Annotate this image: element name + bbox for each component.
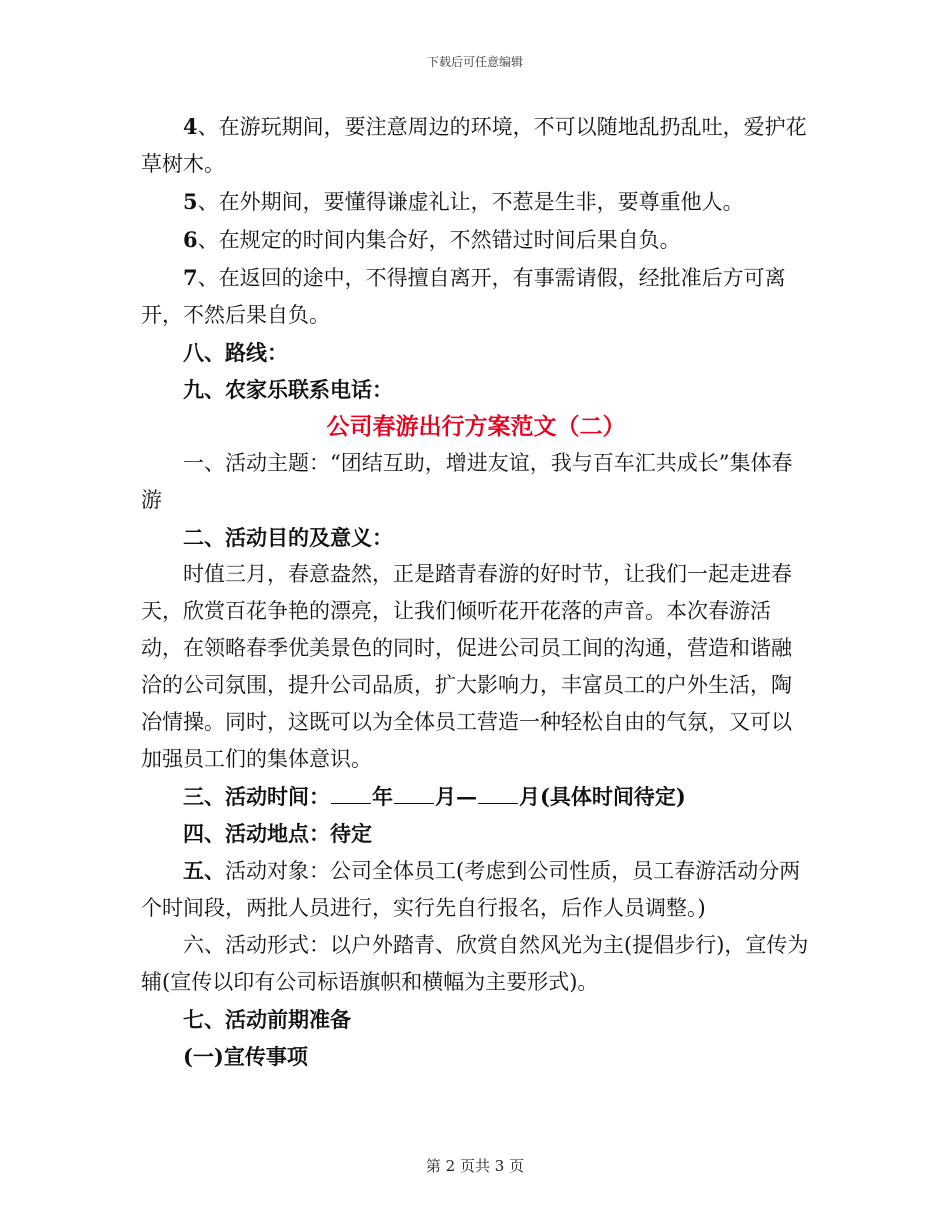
section-purpose-body: 时值三月，春意盎然，正是踏青春游的好时节，让我们一起走进春天，欣赏百花争艳的漂亮，让我们倾听花开花落的声音。本次春游活动，在领略春季优美景色的同时，促进公司员工间的沟通，营造和谐融洽的公司氛围，提升公司品质，扩大影响力，丰富员工的户外生活，陶冶情操。同时，这既可以为全体员工营造一种轻松自由的气氛，又可以加强员工们的集体意识。	[141, 562, 792, 771]
rule-text: 、在规定的时间内集合好，不然错过时间后果自负。	[197, 228, 681, 252]
document-body	[141, 108, 811, 1075]
time-label: 三、活动时间：	[183, 784, 330, 809]
rule-text: 、在游玩期间，要注意周边的环境，不可以随地乱扔乱吐，爱护花草树木。	[141, 115, 807, 176]
rule-text: 、在返回的途中，不得擅自离开，有事需请假，经批准后方可离开，不然后果自负。	[141, 266, 786, 327]
time-month-start: 月—	[435, 784, 477, 809]
section-target	[141, 852, 811, 927]
blank-line	[478, 783, 518, 804]
rule-number: 7	[183, 265, 198, 290]
time-month-end: 月(具体时间待定)	[519, 784, 686, 809]
blank-line	[394, 783, 434, 804]
section-route: 八、路线：	[183, 340, 288, 365]
blank-line	[331, 783, 371, 804]
time-year: 年	[372, 784, 393, 809]
rule-number: 4	[183, 114, 198, 139]
rule-number: 6	[183, 227, 198, 252]
document-title: 公司春游出行方案范文（二）	[326, 413, 626, 440]
rule-number: 5	[183, 189, 198, 214]
target-label: 五、	[183, 858, 225, 883]
rule-6	[141, 221, 811, 259]
section-purpose-heading: 二、活动目的及意义：	[183, 525, 393, 550]
page-header: 下载后可任意编辑	[426, 55, 523, 69]
section-form: 六、活动形式：以户外踏青、欣赏自然风光为主(提倡步行)，宣传为辅(宣传以印有公司标语旗帜和横幅为主要形式)。	[141, 933, 809, 994]
section-publicity: (一)宣传事项	[183, 1044, 308, 1069]
rule-text: 、在外期间，要懂得谦虚礼让，不惹是生非，要尊重他人。	[197, 190, 744, 214]
rule-4	[141, 108, 811, 183]
section-theme: 一、活动主题：“团结互助，增进友谊，我与百车汇共成长”集体春游	[141, 451, 793, 512]
section-location: 四、活动地点：待定	[183, 821, 372, 846]
rule-5	[141, 183, 811, 221]
section-contact: 九、农家乐联系电话：	[183, 377, 393, 402]
section-prep: 七、活动前期准备	[183, 1007, 351, 1032]
rule-7	[141, 259, 811, 334]
page-footer: 第 2 页共 3 页	[425, 1157, 525, 1175]
target-text: 活动对象：公司全体员工(考虑到公司性质，员工春游活动分两个时间段，两批人员进行，实行先自行报名，后作人员调整。)	[141, 859, 801, 920]
section-time	[141, 778, 811, 815]
